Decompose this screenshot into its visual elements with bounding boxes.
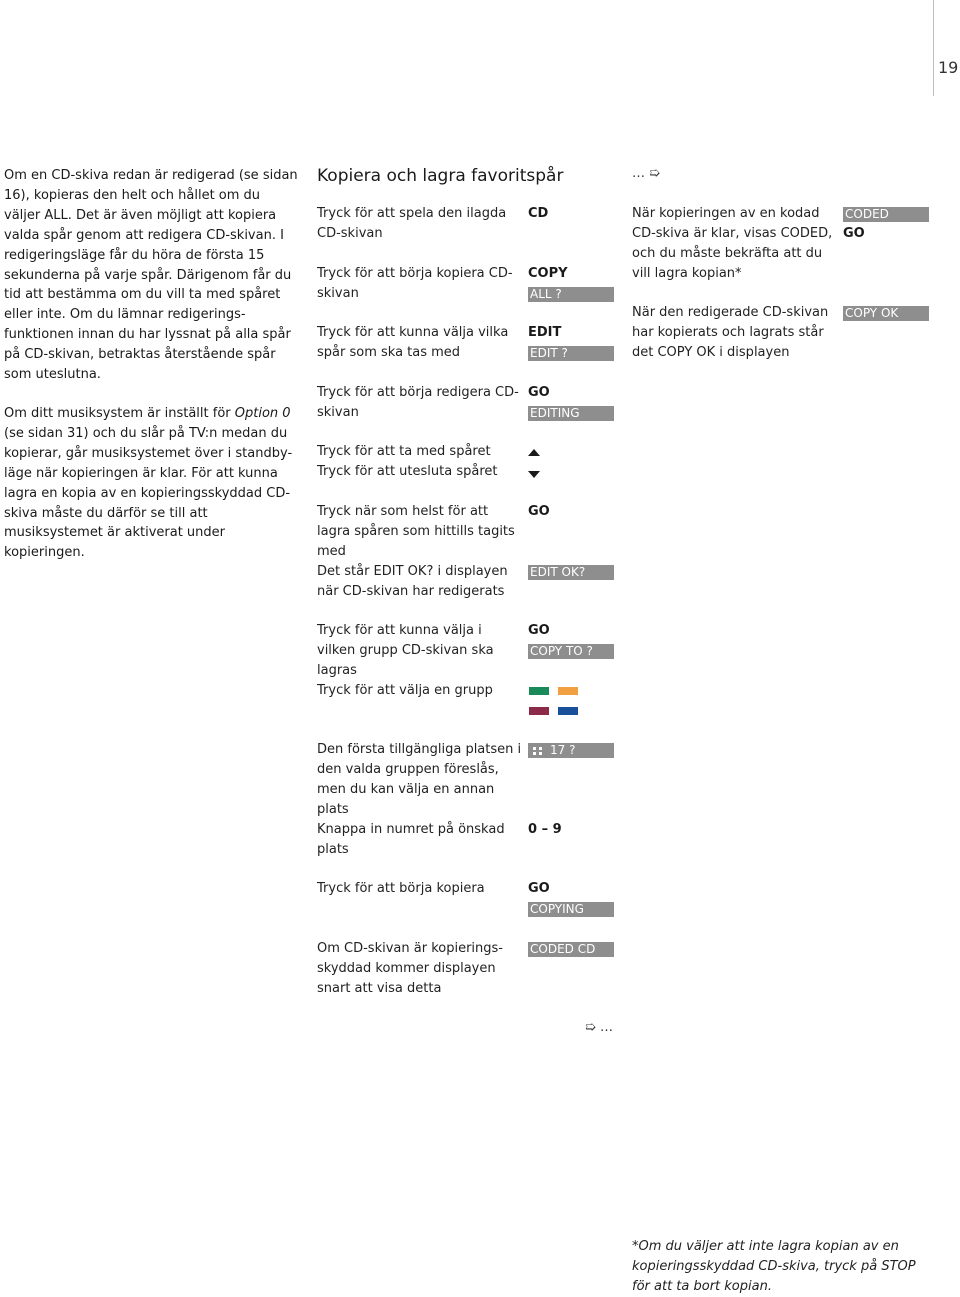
step-text: När den redigerade CD-skivan har kopierats och lagrats står det COPY OK i displayen [632,305,829,360]
step-command: COPY [528,266,568,281]
display-readout: ALL ? [528,287,614,302]
step-command: CD [528,206,549,221]
step-text: Tryck för att börja redigera CD-skivan [317,385,519,420]
step-text: Tryck för att spela den ilagda CD-skivan [317,206,507,241]
step-text: Tryck för att ta med spåret [317,444,491,459]
step-text: Tryck för att kunna välja i vilken grupp CD-skivan ska lagras [317,623,494,678]
step-text: Tryck när som helst för att lagra spåren som hittills tagits med [317,504,515,559]
display-readout: COPY OK [843,306,929,321]
display-readout: EDIT ? [528,346,614,361]
step-command: EDIT [528,325,562,340]
step-text: Tryck för att börja kopiera CD-skivan [317,266,513,301]
step-text: Knappa in numret på önskad plats [317,822,505,857]
step-command: GO [528,881,550,896]
step-text: Den första tillgängliga platsen i den valda gruppen föreslås, men du kan välja en annan plats [317,742,522,817]
green-button-icon [529,687,549,695]
step-text: Det står EDIT OK? i displayen när CD-skivan har redigerats [317,564,508,599]
step-command: GO [528,385,550,400]
step-text: Tryck för att börja kopiera [317,881,485,896]
option-paragraph [4,404,300,563]
option-text-a: Om ditt musiksystem är inställt för [4,406,235,421]
step-command: GO [528,504,550,519]
option-text-b: (se sidan 31) och du slår på TV:n medan du kopierar, går musiksystemet över i standby-läge när kopieringen är klar. För att kunna lagra en kopia av en kopieringsskyddad CD-skiva måste du därför se till att musiksystemet är aktiverat under kopieringen. [4,425,293,561]
step-text: Tryck för att kunna välja vilka spår som ska tas med [317,325,509,360]
display-readout: EDIT OK? [528,565,614,580]
triangle-up-icon [528,449,540,456]
triangle-down-icon [528,471,540,478]
display-readout: COPYING [528,902,614,917]
intro-paragraph: Om en CD-skiva redan är redigerad (se sidan 16), kopieras den helt och hållet om du väljer ALL. Det är även möjligt att kopiera valda spår genom att redigera CD-skivan. I redigeringsläge får du höra de första 15 sekunderna på varje spår. Därigenom får du tid att bestämma om du vill ta med spåret eller inte. Om du lämnar redigerings-funktionen innan du har lyssnat på alla spår på CD-skivan, betraktas återstående spår som uteslutna. [4,168,298,383]
step-command: 0 – 9 [528,822,562,837]
red-button-icon [529,707,549,715]
continue-mark: ➯ … [585,1020,614,1035]
footnote: *Om du väljer att inte lagra kopian av en kopieringsskyddad CD-skiva, tryck på STOP för att ta bort kopian. [632,1239,916,1294]
step-command: GO [528,623,550,638]
step-text: Om CD-skivan är kopierings-skyddad kommer displayen snart att visa detta [317,941,503,996]
group-icon [532,746,544,756]
option-name: Option 0 [234,406,291,421]
page-number: 19 [938,58,959,77]
display-readout: CODED [843,207,929,222]
margin-rule [933,0,934,96]
step-text: Tryck för att utesluta spåret [317,464,498,479]
display-value: 17 ? [550,743,576,757]
step-text: När kopieringen av en kodad CD-skiva är klar, visas CODED, och du måste bekräfta att du vill lagra kopian* [632,206,833,281]
blue-button-icon [558,707,578,715]
continued-mark: … ➯ [632,166,661,181]
display-readout: COPY TO ? [528,644,614,659]
step-command: GO [843,226,865,241]
display-readout [528,743,614,758]
yellow-button-icon [558,687,578,695]
display-readout: EDITING [528,406,614,421]
step-text: Tryck för att välja en grupp [317,683,493,698]
section-title: Kopiera och lagra favoritspår [317,166,564,186]
display-readout: CODED CD [528,942,614,957]
